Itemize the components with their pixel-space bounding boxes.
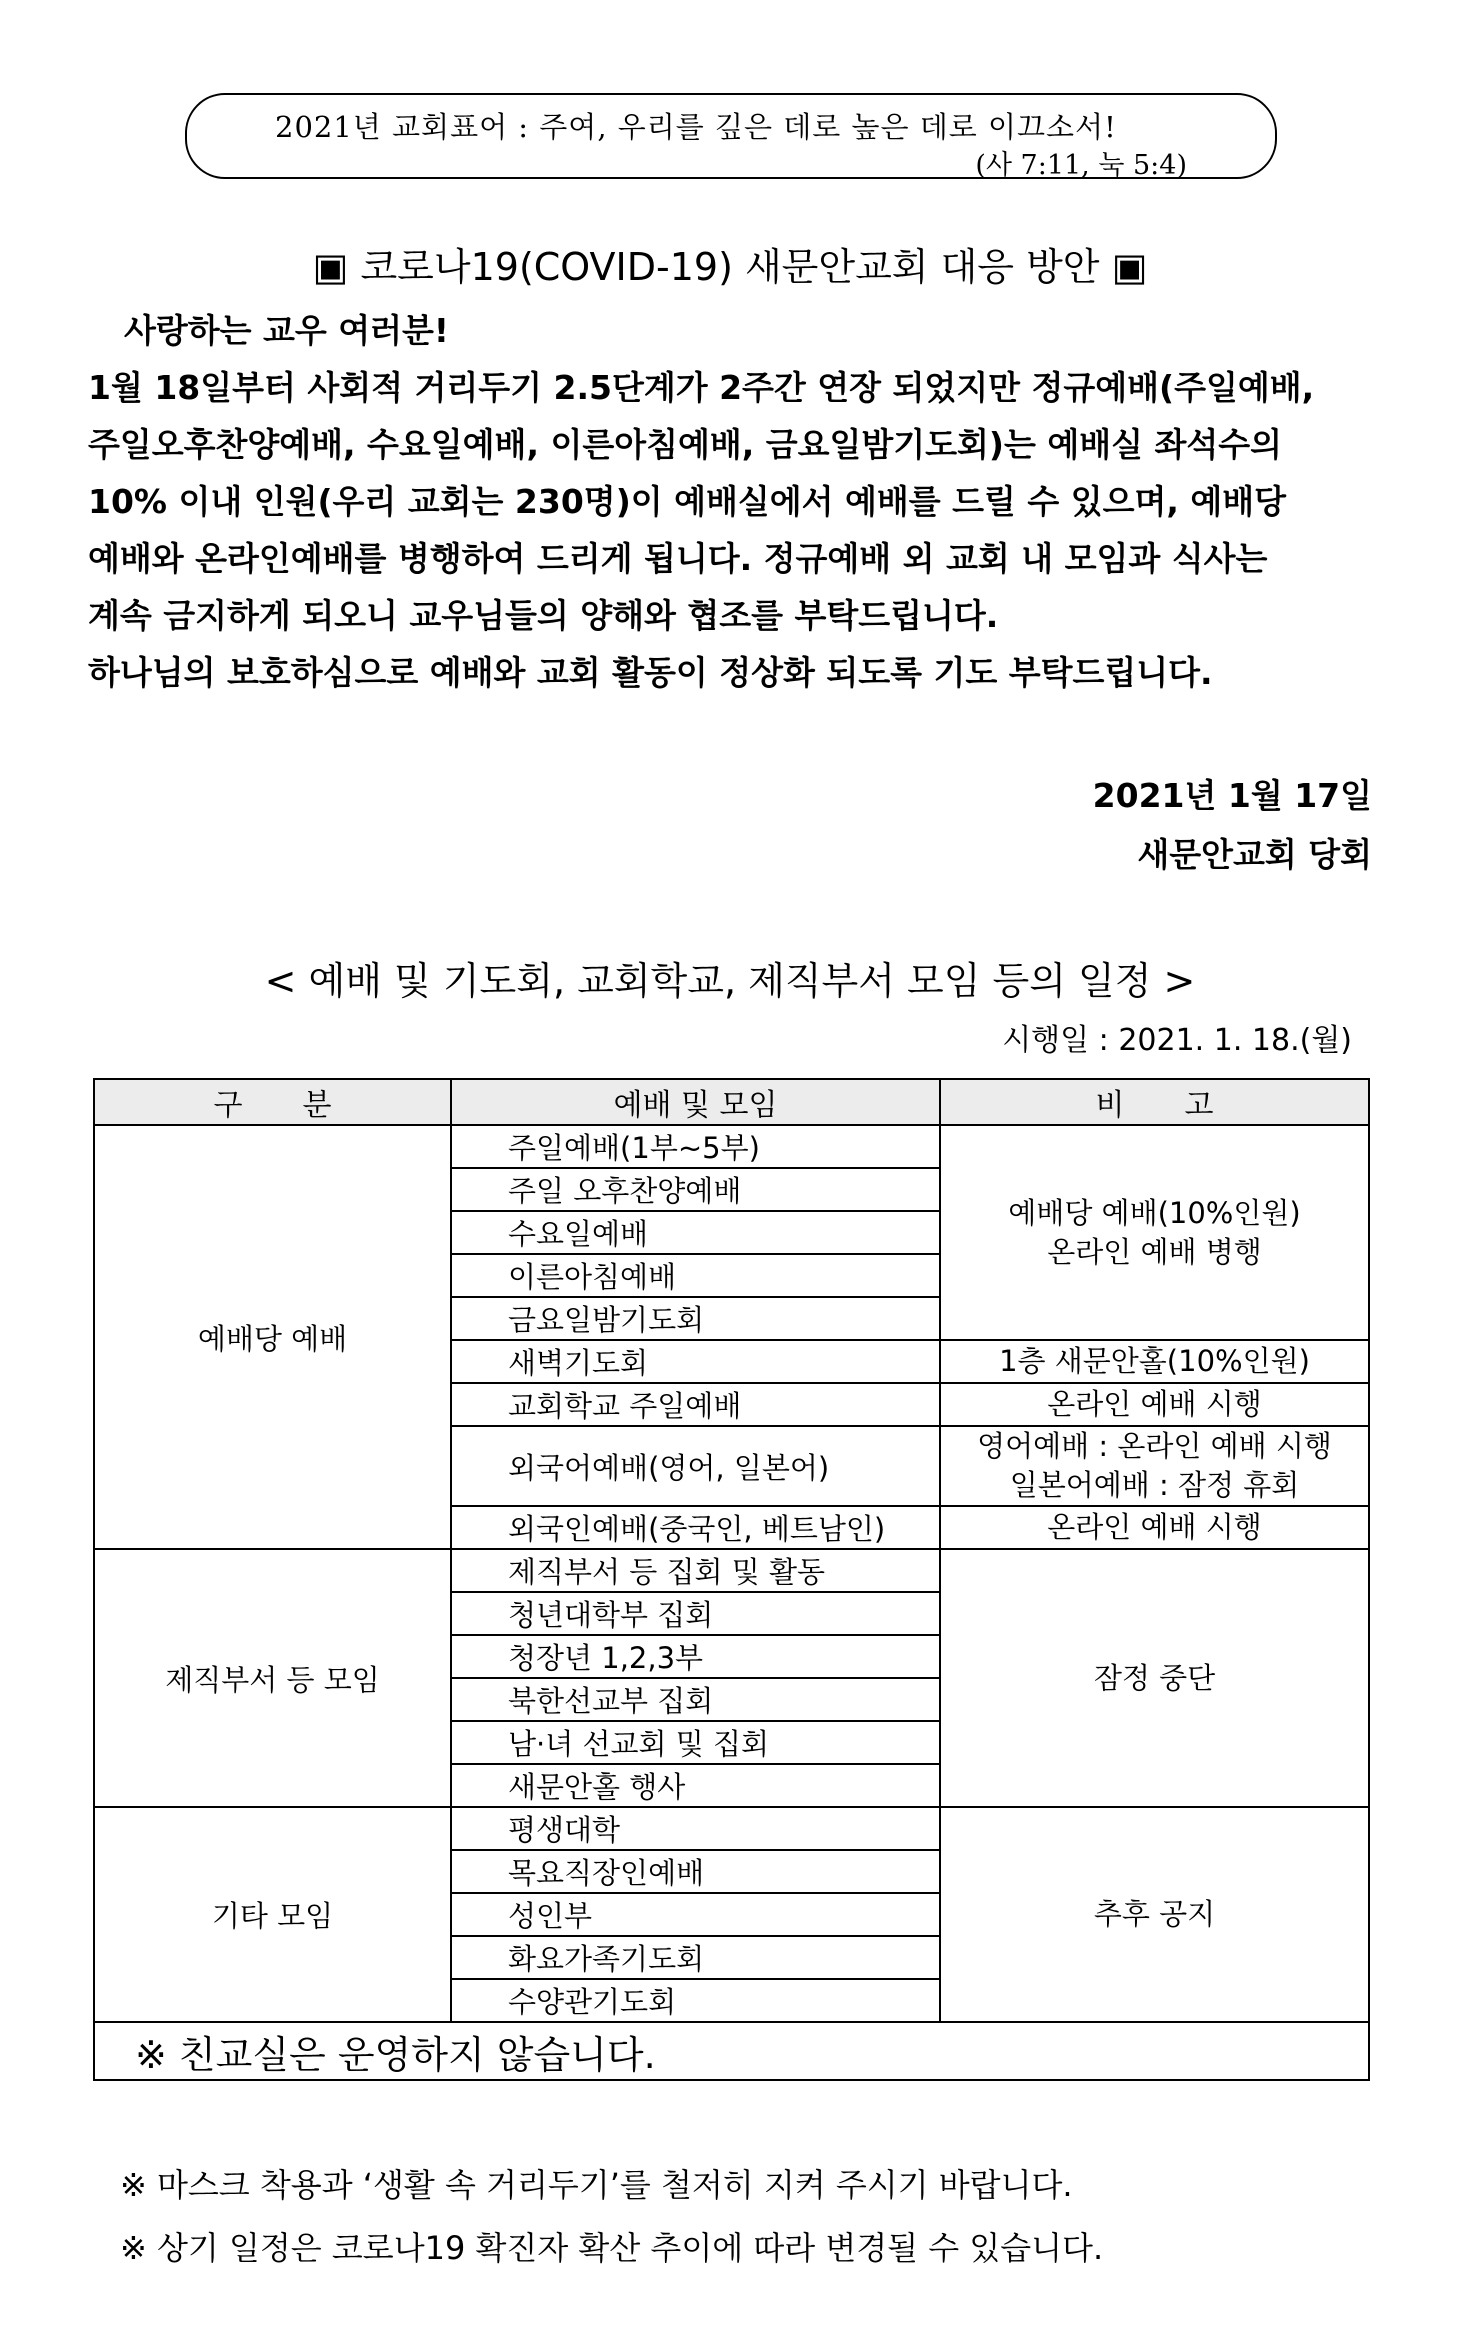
category-staff: 제직부서 등 모임 [94, 1549, 451, 1807]
remark-school: 온라인 예배 시행 [940, 1383, 1369, 1426]
remark-other: 추후 공지 [940, 1807, 1369, 2022]
meeting-item: 교회학교 주일예배 [451, 1383, 940, 1426]
greeting: 사랑하는 교우 여러분! [124, 311, 449, 350]
remark-line: 온라인 예배 병행 [1047, 1234, 1262, 1269]
category-worship: 예배당 예배 [94, 1125, 451, 1549]
body-line: 계속 금지하게 되오니 교우님들의 양해와 협조를 부탁드립니다. [88, 596, 999, 635]
fellowship-hall-notice: ※ 친교실은 운영하지 않습니다. [94, 2022, 1369, 2080]
meeting-item: 남·녀 선교회 및 집회 [451, 1721, 940, 1764]
header-category: 구 분 [94, 1079, 451, 1125]
header-remarks: 비 고 [940, 1079, 1369, 1125]
table-row [94, 1125, 1369, 1168]
remark-line: 예배당 예배(10%인원) [1008, 1195, 1301, 1230]
meeting-item: 화요가족기도회 [451, 1936, 940, 1979]
body-line: 예배와 온라인예배를 병행하여 드리게 됩니다. 정규예배 외 교회 내 모임과 식사는 [88, 539, 1268, 578]
signature-org: 새문안교회 당회 [1137, 835, 1372, 874]
meeting-item: 새문안홀 행사 [451, 1764, 940, 1807]
remark-staff: 잠정 중단 [940, 1549, 1369, 1807]
mask-notice: ※ 마스크 착용과 ‘생활 속 거리두기’를 철저히 지켜 주시기 바랍니다. [120, 2166, 1073, 2204]
announcement-body [88, 302, 1378, 701]
schedule-change-notice: ※ 상기 일정은 코로나19 확진자 확산 추이에 따라 변경될 수 있습니다. [120, 2229, 1104, 2267]
body-line: 1월 18일부터 사회적 거리두기 2.5단계가 2주간 연장 되었지만 정규예배(주일예배, [88, 368, 1315, 407]
meeting-item: 주일 오후찬양예배 [451, 1168, 940, 1211]
meeting-item: 외국인예배(중국인, 베트남인) [451, 1506, 940, 1549]
meeting-item: 수양관기도회 [451, 1979, 940, 2022]
meeting-item: 금요일밤기도회 [451, 1297, 940, 1340]
body-line: 하나님의 보호하심으로 예배와 교회 활동이 정상화 되도록 기도 부탁드립니다. [88, 653, 1213, 692]
church-motto-text: 2021년 교회표어 : 주여, 우리를 깊은 데로 높은 데로 이끄소서! [275, 110, 1117, 144]
meeting-item: 북한선교부 집회 [451, 1678, 940, 1721]
remark-line: 영어예배 : 온라인 예배 시행 [977, 1429, 1332, 1463]
meeting-item: 청년대학부 집회 [451, 1592, 940, 1635]
page-title: ▣ 코로나19(COVID-19) 새문안교회 대응 방안 ▣ [312, 245, 1148, 289]
church-motto-reference: (사 7:11, 눅 5:4) [975, 150, 1187, 181]
table-footer-row [94, 2022, 1369, 2080]
signature-date: 2021년 1월 17일 [1092, 776, 1372, 815]
header-meeting: 예배 및 모임 [451, 1079, 940, 1125]
meeting-item: 이른아침예배 [451, 1254, 940, 1297]
remark-foreign-language [940, 1426, 1369, 1506]
meeting-item: 평생대학 [451, 1807, 940, 1850]
church-motto-box [185, 93, 1277, 179]
remark-regular [940, 1125, 1369, 1340]
meeting-item: 새벽기도회 [451, 1340, 940, 1383]
remark-foreigner: 온라인 예배 시행 [940, 1506, 1369, 1549]
effective-date: 시행일 : 2021. 1. 18.(월) [1002, 1023, 1352, 1058]
meeting-item: 외국어예배(영어, 일본어) [451, 1426, 940, 1506]
remark-dawn: 1층 새문안홀(10%인원) [940, 1340, 1369, 1383]
schedule-title: < 예배 및 기도회, 교회학교, 제직부서 모임 등의 일정 > [264, 959, 1196, 1003]
meeting-item: 제직부서 등 집회 및 활동 [451, 1549, 940, 1592]
meeting-item: 수요일예배 [451, 1211, 940, 1254]
meeting-item: 주일예배(1부~5부) [451, 1125, 940, 1168]
table-header-row [94, 1079, 1369, 1125]
category-other: 기타 모임 [94, 1807, 451, 2022]
meeting-item: 성인부 [451, 1893, 940, 1936]
table-row [94, 1549, 1369, 1592]
body-line: 주일오후찬양예배, 수요일예배, 이른아침예배, 금요일밤기도회)는 예배실 좌석수의 [88, 425, 1282, 464]
body-line: 10% 이내 인원(우리 교회는 230명)이 예배실에서 예배를 드릴 수 있으며, 예배당 [88, 482, 1287, 521]
table-row [94, 1807, 1369, 1850]
meeting-item: 목요직장인예배 [451, 1850, 940, 1893]
schedule-table [93, 1078, 1370, 2081]
remark-line: 일본어예배 : 잠정 휴회 [1009, 1468, 1300, 1502]
meeting-item: 청장년 1,2,3부 [451, 1635, 940, 1678]
